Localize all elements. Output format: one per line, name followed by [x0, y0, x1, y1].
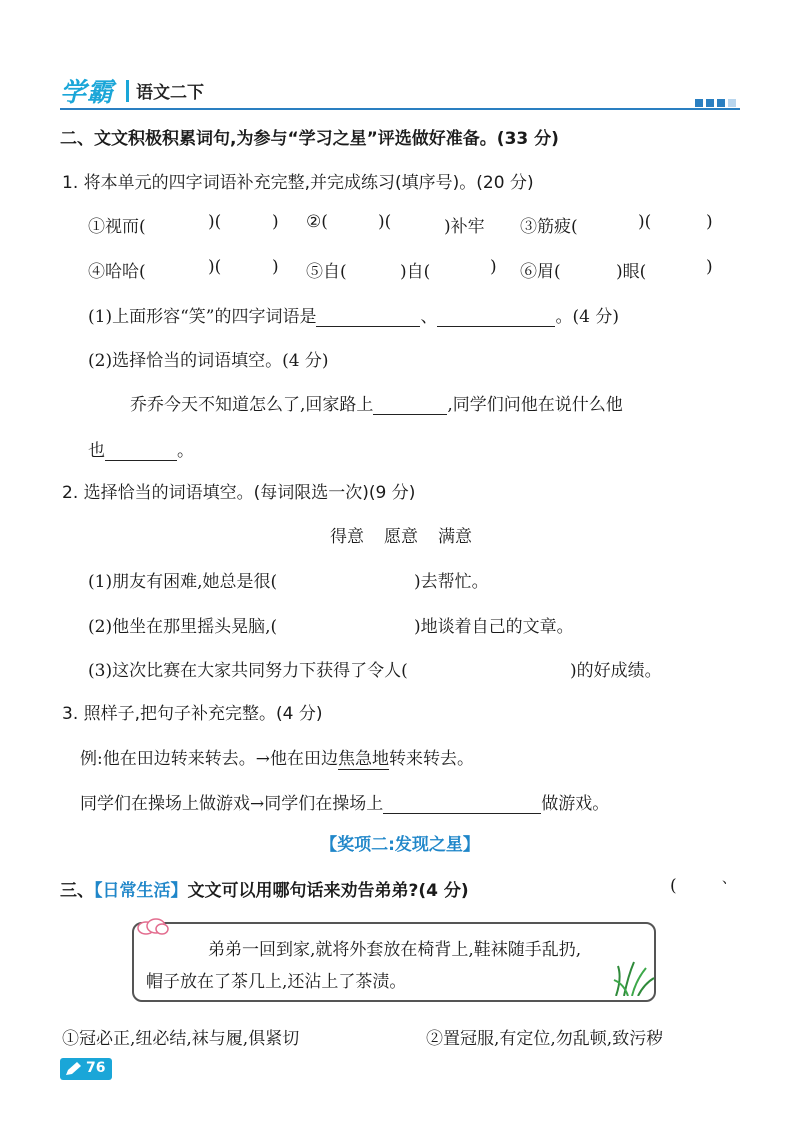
q1-row2-item4-a: ④哈哈(	[88, 262, 146, 282]
story-line-1: 弟弟一回到家,就将外套放在椅背上,鞋袜随手乱扔,	[208, 940, 582, 960]
option-1[interactable]: ①冠必正,纽必结,袜与履,俱紧切	[62, 1029, 300, 1049]
q1-row1-item3-b: )(	[638, 212, 652, 232]
q2-s2-a: (2)他坐在那里摇头晃脑,(	[88, 617, 278, 637]
page-header	[60, 70, 740, 110]
q3-example	[80, 744, 474, 769]
section-2-title: 二、文文积极积累词句,为参与“学习之星”评选做好准备。(33 分)	[60, 129, 559, 149]
grass-icon	[612, 960, 656, 996]
q1-title: 1. 将本单元的四字词语补充完整,并完成练习(填序号)。(20 分)	[62, 173, 534, 193]
q1-sub2-title: (2)选择恰当的词语填空。(4 分)	[88, 351, 329, 371]
page-number: 76	[86, 1060, 106, 1076]
q2-word-1: 得意	[330, 527, 364, 547]
q1-row1-item3-a: ③筋疲(	[520, 217, 578, 237]
section-3-prefix: 三、	[60, 881, 94, 901]
q3-example-b: 转来转去。	[388, 749, 474, 769]
story-line-2: 帽子放在了茶几上,还沾上了茶渍。	[146, 972, 407, 992]
q2-s3-b: )的好成绩。	[570, 661, 662, 681]
q1-sub1-sep: 、	[420, 307, 438, 327]
q1-paragraph-text-b: ,同学们问他在说什么他	[447, 395, 623, 415]
q2-word-2: 愿意	[384, 527, 418, 547]
q2-s3-a: (3)这次比赛在大家共同努力下获得了令人(	[88, 661, 408, 681]
answer-paren-close: 、	[722, 871, 736, 887]
q1-row2-item6-b: )眼(	[616, 262, 647, 282]
answer-paren-open[interactable]: (	[670, 876, 677, 896]
q3-example-underlined: 焦急地	[337, 749, 389, 769]
section-3-tag: 【日常生活】	[94, 881, 188, 901]
q3-title: 3. 照样子,把句子补充完整。(4 分)	[62, 704, 323, 724]
q1-row2-item5-a: ⑤自(	[306, 262, 347, 282]
q1-paragraph-line1	[130, 390, 623, 415]
q1-sub1-blank-2[interactable]	[437, 326, 555, 327]
award-heading: 【奖项二:发现之星】	[320, 835, 480, 855]
q1-paragraph-text-a: 乔乔今天不知道怎么了,回家路上	[130, 395, 374, 415]
q2-title: 2. 选择恰当的词语填空。(每词限选一次)(9 分)	[62, 483, 416, 503]
q1-paragraph-line2	[88, 436, 194, 461]
q1-sub1	[88, 302, 619, 327]
header-divider	[126, 80, 129, 102]
q3-task-blank[interactable]	[383, 813, 541, 814]
q1-row1-item1-a: ①视而(	[88, 217, 146, 237]
q1-row1-item2-a: ②(	[306, 212, 328, 232]
q3-task	[80, 789, 609, 814]
q1-sub1-end: 。(4 分)	[555, 307, 619, 327]
section-3-title	[60, 876, 469, 901]
q1-row1-item3-c: )	[706, 212, 713, 232]
q1-sub1-blank-1[interactable]	[316, 326, 420, 327]
header-rule	[60, 108, 740, 110]
q1-row2-item6-a: ⑥眉(	[520, 262, 561, 282]
section-3-question: 文文可以用哪句话来劝告弟弟?(4 分)	[187, 881, 469, 901]
pencil-icon	[64, 1061, 82, 1077]
q3-example-a: 例:他在田边转来转去。→他在田边	[80, 749, 338, 769]
q1-row1-item2-b: )(	[378, 212, 392, 232]
option-2[interactable]: ②置冠服,有定位,勿乱顿,致污秽	[426, 1029, 664, 1049]
q1-sub1-text: (1)上面形容“笑”的四字词语是	[88, 307, 317, 327]
q1-row2-item4-b: )(	[208, 257, 222, 277]
q1-paragraph-blank-2[interactable]	[105, 460, 177, 461]
q1-paragraph-text-c: 也	[88, 441, 105, 461]
q1-row2-item5-c: )	[490, 257, 497, 277]
cloud-icon	[136, 918, 170, 936]
q2-word-bank	[330, 522, 472, 547]
q3-task-b: 做游戏。	[541, 794, 610, 814]
q1-paragraph-blank-1[interactable]	[373, 414, 447, 415]
q1-paragraph-text-d: 。	[177, 441, 194, 461]
q1-row2-item4-c: )	[272, 257, 279, 277]
q2-s2-b: )地谈着自己的文章。	[414, 617, 574, 637]
q1-row1-item1-b: )(	[208, 212, 222, 232]
q3-task-a: 同学们在操场上做游戏→同学们在操场上	[80, 794, 384, 814]
q2-word-3: 满意	[438, 527, 472, 547]
brand-logo: 学霸	[60, 78, 115, 108]
subject-title: 语文二下	[136, 83, 204, 103]
q1-row1-item1-c: )	[272, 212, 279, 232]
q1-row1-item2-c: )补牢	[444, 217, 485, 237]
q1-row2-item6-c: )	[706, 257, 713, 277]
q2-s1-a: (1)朋友有困难,她总是很(	[88, 572, 278, 592]
q2-s1-b: )去帮忙。	[414, 572, 489, 592]
q1-row2-item5-b: )自(	[400, 262, 431, 282]
